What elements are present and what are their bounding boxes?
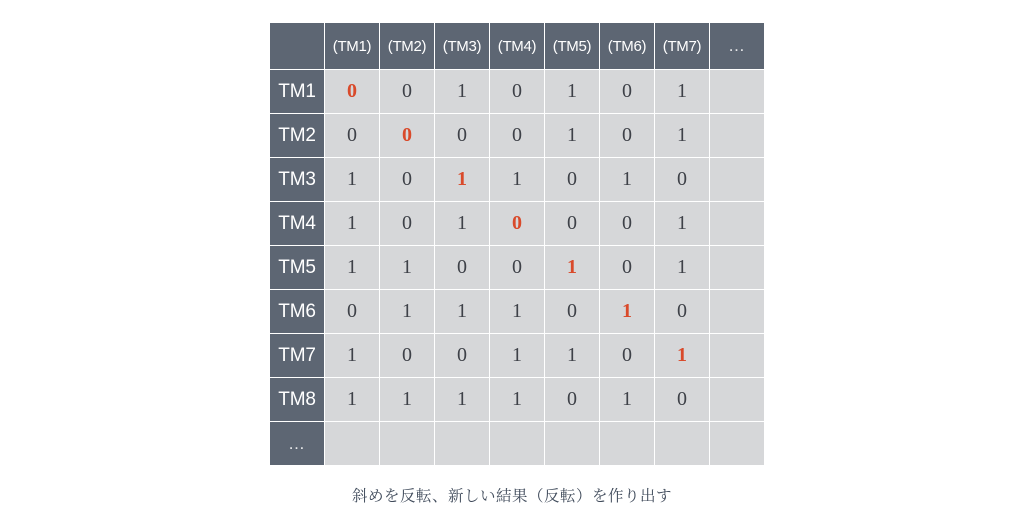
column-header-tm6: (TM6) [600, 23, 655, 70]
cell-r2c5: 1 [545, 114, 600, 158]
cell-r7c3: 0 [435, 334, 490, 378]
cell-r4c4: 0 [490, 202, 545, 246]
cell-r8c3: 1 [435, 378, 490, 422]
cell-r5c1: 1 [325, 246, 380, 290]
cell-r8c1: 1 [325, 378, 380, 422]
cell-r9c6 [600, 422, 655, 466]
cell-r2c4: 0 [490, 114, 545, 158]
table-row [270, 290, 765, 334]
cell-r9c4 [490, 422, 545, 466]
table-row [270, 334, 765, 378]
cell-r6c7: 0 [655, 290, 710, 334]
table-row [270, 378, 765, 422]
cell-r7c6: 0 [600, 334, 655, 378]
cell-r9c2 [380, 422, 435, 466]
cell-r2c6: 0 [600, 114, 655, 158]
row-label-tm2: TM2 [270, 114, 325, 158]
cell-r8c8 [710, 378, 765, 422]
cell-r1c8 [710, 70, 765, 114]
table-row [270, 158, 765, 202]
cell-r5c8 [710, 246, 765, 290]
cell-r6c8 [710, 290, 765, 334]
row-label-tm4: TM4 [270, 202, 325, 246]
cell-r3c3: 1 [435, 158, 490, 202]
cell-r6c1: 0 [325, 290, 380, 334]
table-row [270, 114, 765, 158]
diagonalization-matrix [269, 22, 765, 466]
cell-r1c3: 1 [435, 70, 490, 114]
row-label-ellipsis: … [270, 422, 325, 466]
cell-r3c1: 1 [325, 158, 380, 202]
cell-r3c6: 1 [600, 158, 655, 202]
cell-r6c6: 1 [600, 290, 655, 334]
cell-r7c4: 1 [490, 334, 545, 378]
cell-r9c8 [710, 422, 765, 466]
cell-r3c2: 0 [380, 158, 435, 202]
cell-r9c7 [655, 422, 710, 466]
cell-r8c4: 1 [490, 378, 545, 422]
column-header-tm7: (TM7) [655, 23, 710, 70]
matrix-table [269, 22, 765, 466]
cell-r4c6: 0 [600, 202, 655, 246]
column-header-tm2: (TM2) [380, 23, 435, 70]
cell-r1c5: 1 [545, 70, 600, 114]
row-label-tm7: TM7 [270, 334, 325, 378]
cell-r8c6: 1 [600, 378, 655, 422]
cell-r4c3: 1 [435, 202, 490, 246]
cell-r8c7: 0 [655, 378, 710, 422]
row-label-tm8: TM8 [270, 378, 325, 422]
row-label-tm1: TM1 [270, 70, 325, 114]
row-label-tm6: TM6 [270, 290, 325, 334]
cell-r7c1: 1 [325, 334, 380, 378]
column-header-tm4: (TM4) [490, 23, 545, 70]
cell-r4c8 [710, 202, 765, 246]
cell-r6c3: 1 [435, 290, 490, 334]
cell-r9c1 [325, 422, 380, 466]
cell-r5c7: 1 [655, 246, 710, 290]
cell-r6c2: 1 [380, 290, 435, 334]
table-row [270, 246, 765, 290]
cell-r9c5 [545, 422, 600, 466]
cell-r5c3: 0 [435, 246, 490, 290]
cell-r8c5: 0 [545, 378, 600, 422]
cell-r2c1: 0 [325, 114, 380, 158]
cell-r2c3: 0 [435, 114, 490, 158]
cell-r1c4: 0 [490, 70, 545, 114]
row-label-tm5: TM5 [270, 246, 325, 290]
cell-r7c2: 0 [380, 334, 435, 378]
cell-r2c7: 1 [655, 114, 710, 158]
cell-r1c7: 1 [655, 70, 710, 114]
column-header-tm1: (TM1) [325, 23, 380, 70]
cell-r5c2: 1 [380, 246, 435, 290]
table-row [270, 202, 765, 246]
cell-r4c2: 0 [380, 202, 435, 246]
cell-r2c8 [710, 114, 765, 158]
cell-r4c1: 1 [325, 202, 380, 246]
cell-r3c7: 0 [655, 158, 710, 202]
cell-r7c7: 1 [655, 334, 710, 378]
cell-r7c5: 1 [545, 334, 600, 378]
cell-r3c8 [710, 158, 765, 202]
cell-r1c1: 0 [325, 70, 380, 114]
table-row [270, 70, 765, 114]
cell-r1c6: 0 [600, 70, 655, 114]
cell-r1c2: 0 [380, 70, 435, 114]
column-header-tm3: (TM3) [435, 23, 490, 70]
cell-r8c2: 1 [380, 378, 435, 422]
table-row-ellipsis [270, 422, 765, 466]
cell-r6c4: 1 [490, 290, 545, 334]
diagram-caption: 斜めを反転、新しい結果（反転）を作り出す [351, 488, 672, 505]
matrix-corner-cell [270, 23, 325, 70]
cell-r7c8 [710, 334, 765, 378]
column-header-tm5: (TM5) [545, 23, 600, 70]
cell-r4c5: 0 [545, 202, 600, 246]
cell-r5c5: 1 [545, 246, 600, 290]
cell-r2c2: 0 [380, 114, 435, 158]
cell-r5c6: 0 [600, 246, 655, 290]
cell-r4c7: 1 [655, 202, 710, 246]
column-header-ellipsis: … [710, 23, 765, 70]
cell-r3c4: 1 [490, 158, 545, 202]
row-label-tm3: TM3 [270, 158, 325, 202]
matrix-header-row [270, 23, 765, 70]
cell-r3c5: 0 [545, 158, 600, 202]
cell-r9c3 [435, 422, 490, 466]
cell-r6c5: 0 [545, 290, 600, 334]
cell-r5c4: 0 [490, 246, 545, 290]
